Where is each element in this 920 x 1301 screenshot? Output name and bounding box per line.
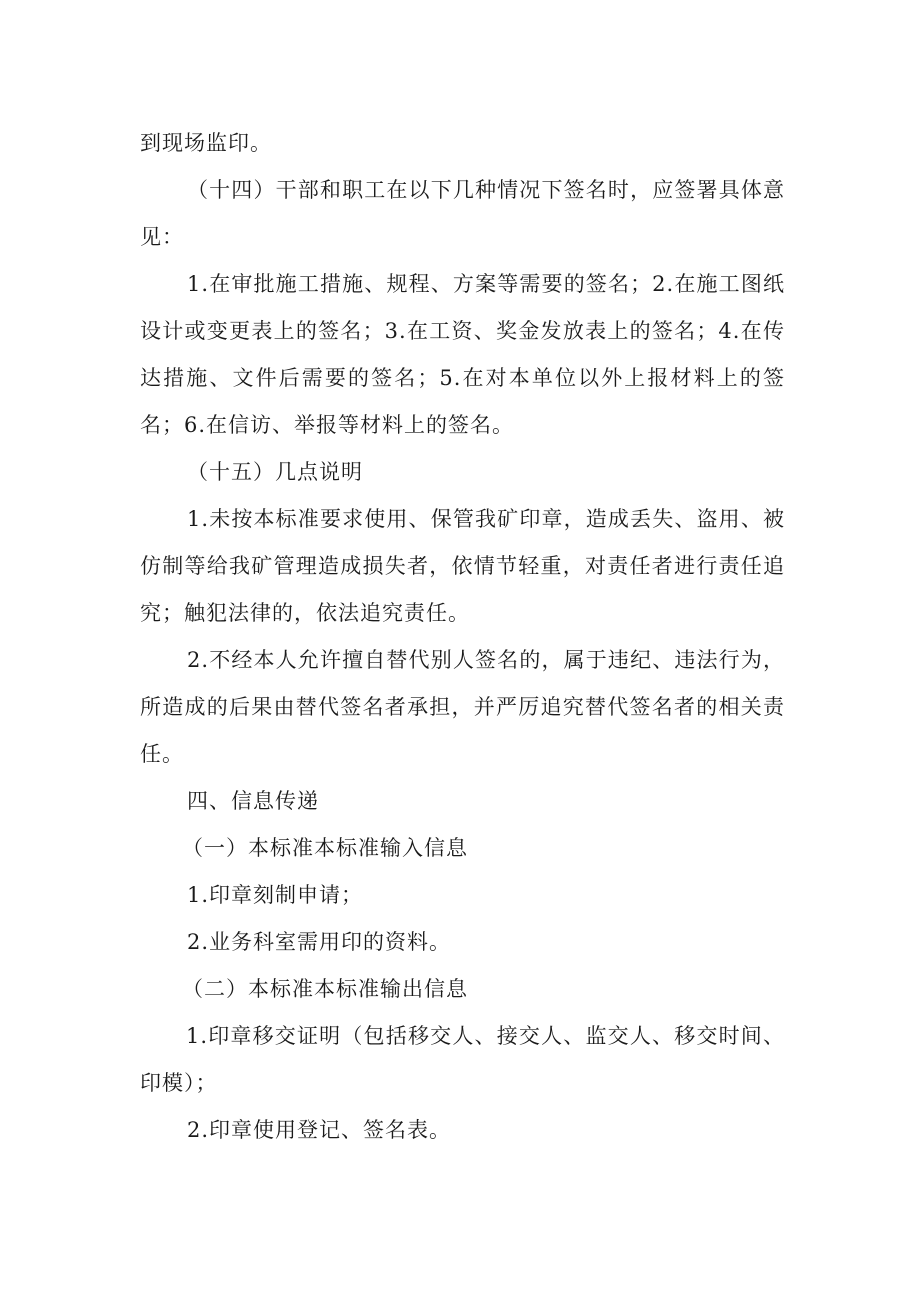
document-body [140, 120, 785, 1154]
paragraph-note-1: 1.未按本标准要求使用、保管我矿印章，造成丢失、盗用、被仿制等给我矿管理造成损失者，依情节轻重，对责任者进行责任追究；触犯法律的，依法追究责任。 [140, 507, 785, 625]
section-heading-15: （十五）几点说明 [187, 460, 363, 484]
section-heading-14: （十四）干部和职工在以下几种情况下签名时，应签署具体意见： [140, 178, 785, 249]
paragraph-continuation: 到现场监印。 [140, 131, 272, 155]
list-item-input-1: 1.印章刻制申请； [187, 883, 364, 907]
list-item-input-2: 2.业务科室需用印的资料。 [187, 930, 452, 954]
paragraph-signature-cases: 1.在审批施工措施、规程、方案等需要的签名；2.在施工图纸设计或变更表上的签名；3.在工资、奖金发放表上的签名；4.在传达措施、文件后需要的签名；5.在对本单位以外上报材料上的签名；6.在信访、举报等材料上的签名。 [140, 272, 785, 437]
section-heading-info-transfer: 四、信息传递 [187, 789, 319, 813]
subsection-heading-input: （一）本标准本标准输入信息 [182, 836, 468, 860]
paragraph-note-2: 2.不经本人允许擅自替代别人签名的，属于违纪、违法行为，所造成的后果由替代签名者承担，并严厉追究替代签名者的相关责任。 [140, 648, 785, 766]
subsection-heading-output: （二）本标准本标准输出信息 [182, 977, 468, 1001]
list-item-output-2: 2.印章使用登记、签名表。 [187, 1118, 452, 1142]
list-item-output-1: 1.印章移交证明（包括移交人、接交人、监交人、移交时间、印模）； [140, 1024, 785, 1095]
